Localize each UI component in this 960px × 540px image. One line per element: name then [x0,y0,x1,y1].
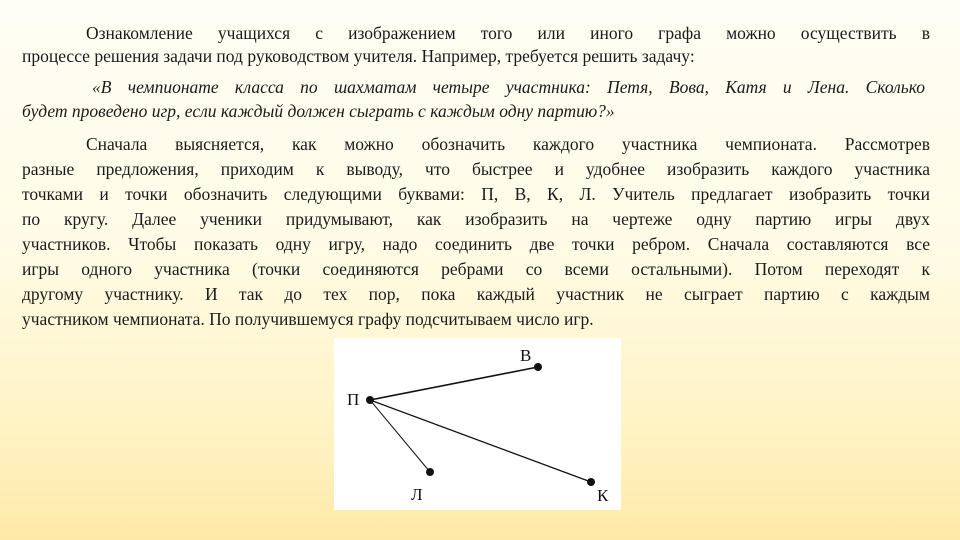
vertex-p [366,396,374,404]
label-l: Л [411,485,423,504]
text-line: другому участнику. И так до тех пор, пока каждый участник не сыграет партию с каждым [22,284,930,304]
vertex-l [426,468,434,476]
text-line: по кругу. Далее ученики придумывают, как изобразить на чертеже одну партию игры двух [22,209,930,229]
text-line: «В чемпионате класса по шахматам четыре участника: Петя, Вова, Катя и Лена. Сколько [92,77,925,97]
label-p: П [347,390,360,409]
edge-p-k [370,400,591,482]
text-line: процессе решения задачи под руководством учителя. Например, требуется решить задачу: [22,46,695,66]
vertex-v [534,363,542,371]
vertex-k [587,478,595,486]
text-line: будет проведено игр, если каждый должен сыграть с каждым одну партию?» [22,101,615,121]
text-line: точками и точки обозначить следующими буквами: П, В, К, Л. Учитель предлагает изобразить точки [22,184,930,204]
edge-p-v [370,367,538,400]
text-line: участником чемпионата. По получившемуся графу подсчитываем число игр. [22,309,594,329]
text-line: игры одного участника (точки соединяются ребрами со всеми остальными). Потом переходят к [22,259,930,279]
text-line: Сначала выясняется, как можно обозначить каждого участника чемпионата. Рассмотрев [86,134,930,154]
text-line: Ознакомление учащихся с изображением того или иного графа можно осуществить в [86,23,930,43]
text-line: разные предложения, приходим к выводу, что быстрее и удобнее изобразить каждого участника [22,159,930,179]
text-line: участников. Чтобы показать одну игру, надо соединить две точки ребром. Сначала составляются все [22,234,930,254]
label-k: К [597,486,609,505]
graph-figure [334,338,621,510]
label-v: В [520,346,532,365]
